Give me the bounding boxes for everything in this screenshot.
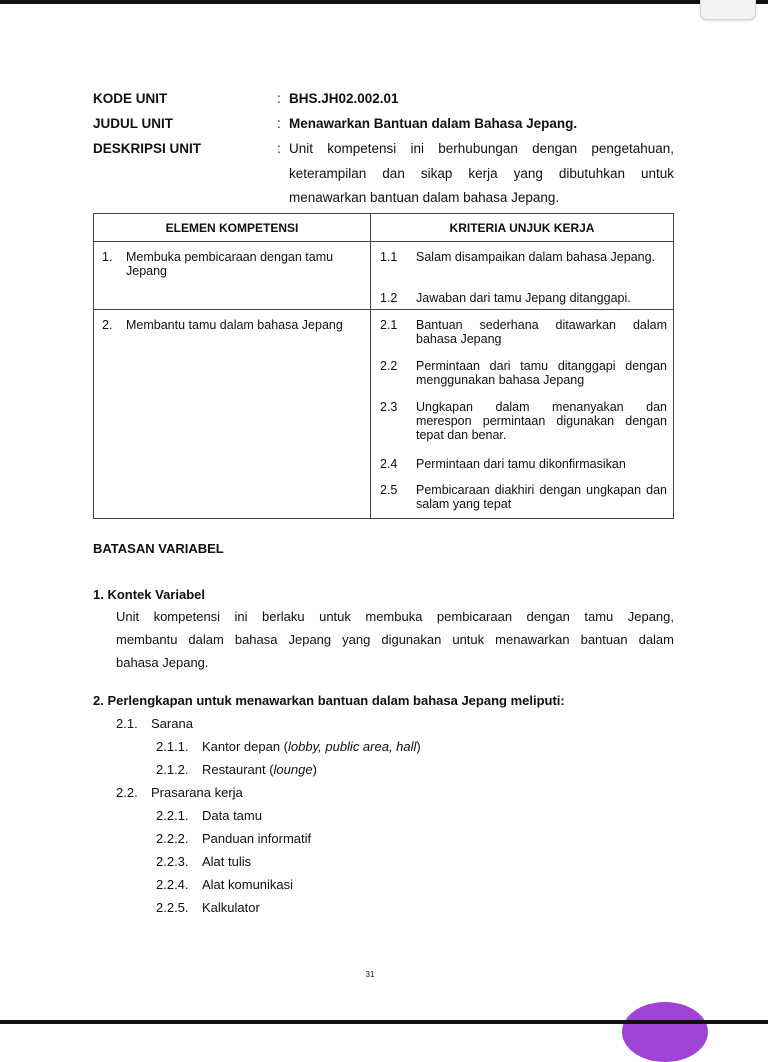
elemen-cell: [94, 242, 371, 310]
judul-unit-value: Menawarkan Bantuan dalam Bahasa Jepang.: [289, 116, 578, 131]
table-header-row: [94, 214, 674, 242]
list-item: [156, 854, 251, 869]
bottom-border: [0, 1020, 768, 1024]
item-number: 2.2.3.: [156, 854, 189, 869]
competency-table: [93, 213, 674, 519]
kriteria-number: 2.5: [380, 483, 398, 497]
elemen-text: Membantu tamu dalam bahasa Jepang: [126, 318, 343, 332]
table-row: [94, 310, 674, 519]
list-item: [156, 739, 421, 754]
kriteria-text: Permintaan dari tamu ditanggapi dengan menggunakan bahasa Jepang: [416, 359, 667, 387]
kriteria-number: 2.3: [380, 400, 398, 414]
item-italic: lobby, public area, hall: [288, 739, 417, 754]
floating-action-button[interactable]: [622, 1002, 708, 1062]
kode-unit-label: KODE UNIT: [93, 91, 168, 106]
list-item: [156, 831, 311, 846]
judul-unit-label: JUDUL UNIT: [93, 116, 174, 131]
list-item: [156, 762, 317, 777]
item-number: 2.2.1.: [156, 808, 189, 823]
kriteria-number: 2.1: [380, 318, 398, 332]
item-number: 2.1.2.: [156, 762, 189, 777]
deskripsi-line: keterampilan dan sikap kerja yang dibutuhkan untuk: [289, 166, 674, 181]
elemen-cell: [94, 310, 371, 519]
colon: :: [277, 116, 281, 131]
kriteria-text: Salam disampaikan dalam bahasa Jepang.: [416, 250, 656, 264]
item-number: 2.2.2.: [156, 831, 189, 846]
kode-unit-value: BHS.JH02.002.01: [289, 91, 399, 106]
list-item: [156, 900, 260, 915]
section-2-title: 2. Perlengkapan untuk menawarkan bantuan dalam bahasa Jepang meliputi:: [93, 693, 565, 708]
kriteria-number: 2.2: [380, 359, 398, 373]
item-label: Sarana: [151, 716, 193, 731]
kriteria-number: 1.1: [380, 250, 398, 264]
item-number: 2.1.1.: [156, 739, 189, 754]
kriteria-text: Jawaban dari tamu Jepang ditanggapi.: [416, 291, 631, 305]
item-text: Data tamu: [202, 808, 262, 823]
table-row: [94, 242, 674, 310]
item-label: Prasarana kerja: [151, 785, 243, 800]
kriteria-text: Ungkapan dalam menanyakan dan merespon permintaan digunakan dengan tepat dan benar.: [416, 400, 667, 442]
item-paren: ): [416, 739, 421, 754]
sarana-heading: [116, 716, 193, 731]
deskripsi-line: menawarkan bantuan dalam bahasa Jepang.: [289, 190, 560, 205]
deskripsi-line: Unit kompetensi ini berhubungan dengan pengetahuan,: [289, 141, 674, 156]
item-paren: ): [312, 762, 317, 777]
item-text: Kalkulator: [202, 900, 260, 915]
kriteria-text: Permintaan dari tamu dikonfirmasikan: [416, 457, 626, 471]
kriteria-text: Pembicaraan diakhiri dengan ungkapan dan salam yang tepat: [416, 483, 667, 511]
top-border: [0, 0, 768, 4]
col-header-elemen: ELEMEN KOMPETENSI: [94, 214, 371, 242]
item-number: 2.2.5.: [156, 900, 189, 915]
col-header-kriteria: KRITERIA UNJUK KERJA: [371, 214, 674, 242]
item-text: Alat komunikasi: [202, 877, 294, 892]
item-text: Alat tulis: [202, 854, 252, 869]
batasan-title: BATASAN VARIABEL: [93, 541, 224, 556]
elemen-number: 1.: [102, 250, 113, 264]
list-item: [156, 808, 262, 823]
item-text: Kantor depan (: [202, 739, 289, 754]
item-number: 2.1.: [116, 716, 138, 731]
kriteria-number: 2.4: [380, 457, 398, 471]
section-1-line: membantu dalam bahasa Jepang yang digunakan untuk menawarkan bantuan dalam: [116, 632, 674, 647]
item-text: Panduan informatif: [202, 831, 312, 846]
kriteria-text: Bantuan sederhana ditawarkan dalam bahasa Jepang: [416, 318, 667, 346]
prasarana-heading: [116, 785, 243, 800]
elemen-text: Membuka pembicaraan dengan tamu Jepang: [126, 250, 334, 278]
elemen-number: 2.: [102, 318, 113, 332]
colon: :: [277, 141, 281, 156]
page-number: 31: [365, 970, 375, 979]
item-number: 2.2.: [116, 785, 138, 800]
deskripsi-unit-label: DESKRIPSI UNIT: [93, 141, 202, 156]
kriteria-cell: [371, 310, 674, 519]
item-number: 2.2.4.: [156, 877, 189, 892]
kriteria-number: 1.2: [380, 291, 398, 305]
item-text: Restaurant (: [202, 762, 274, 777]
colon: :: [277, 91, 281, 106]
section-1-line: Unit kompetensi ini berlaku untuk membuka pembicaraan dengan tamu Jepang,: [116, 609, 674, 624]
item-italic: lounge: [273, 762, 313, 777]
section-1-title: 1. Kontek Variabel: [93, 587, 205, 602]
corner-tab-button[interactable]: [700, 0, 756, 20]
section-1-line: bahasa Jepang.: [116, 655, 209, 670]
list-item: [156, 877, 293, 892]
kriteria-cell: [371, 242, 674, 310]
